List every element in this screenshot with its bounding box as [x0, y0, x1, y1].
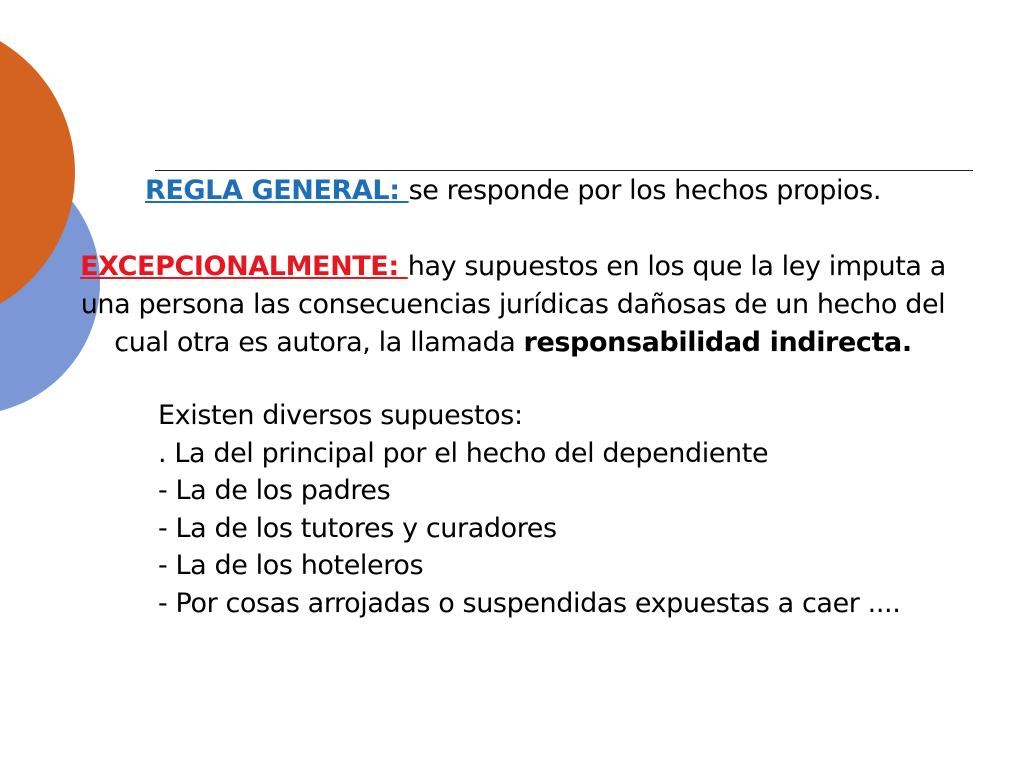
- excepcion-paragraph: [38, 248, 988, 362]
- supuestos-intro: Existen diversos supuestos:: [158, 400, 523, 431]
- list-item: - La de los padres: [158, 475, 391, 506]
- regla-general-paragraph: [38, 172, 988, 210]
- excepcion-text-line-1: hay supuestos en los que la ley imputa a: [407, 251, 946, 282]
- list-item: - La de los hoteleros: [158, 550, 424, 581]
- top-divider-line: [155, 170, 973, 171]
- excepcion-line-2: una persona las consecuencias jurídicas dañosas de un hecho del: [80, 289, 946, 320]
- excepcion-line-3: [38, 324, 988, 362]
- excepcion-text-line-3: cual otra es autora, la llamada: [114, 327, 524, 358]
- regla-general-label: REGLA GENERAL:: [144, 175, 409, 206]
- regla-general-text: se responde por los hechos propios.: [408, 175, 882, 206]
- supuestos-list: [158, 397, 988, 622]
- excepcionalmente-label: EXCEPCIONALMENTE:: [80, 251, 408, 282]
- list-item: - La de los tutores y curadores: [158, 512, 557, 544]
- spacer: [38, 210, 988, 248]
- excepcion-line-1: [38, 248, 988, 286]
- list-item: . La del principal por el hecho del dependiente: [158, 437, 769, 469]
- list-item: - Por cosas arrojadas o suspendidas expuestas a caer ....: [158, 587, 901, 619]
- responsabilidad-indirecta-bold: responsabilidad indirecta.: [523, 327, 912, 358]
- main-text-block: [38, 172, 988, 362]
